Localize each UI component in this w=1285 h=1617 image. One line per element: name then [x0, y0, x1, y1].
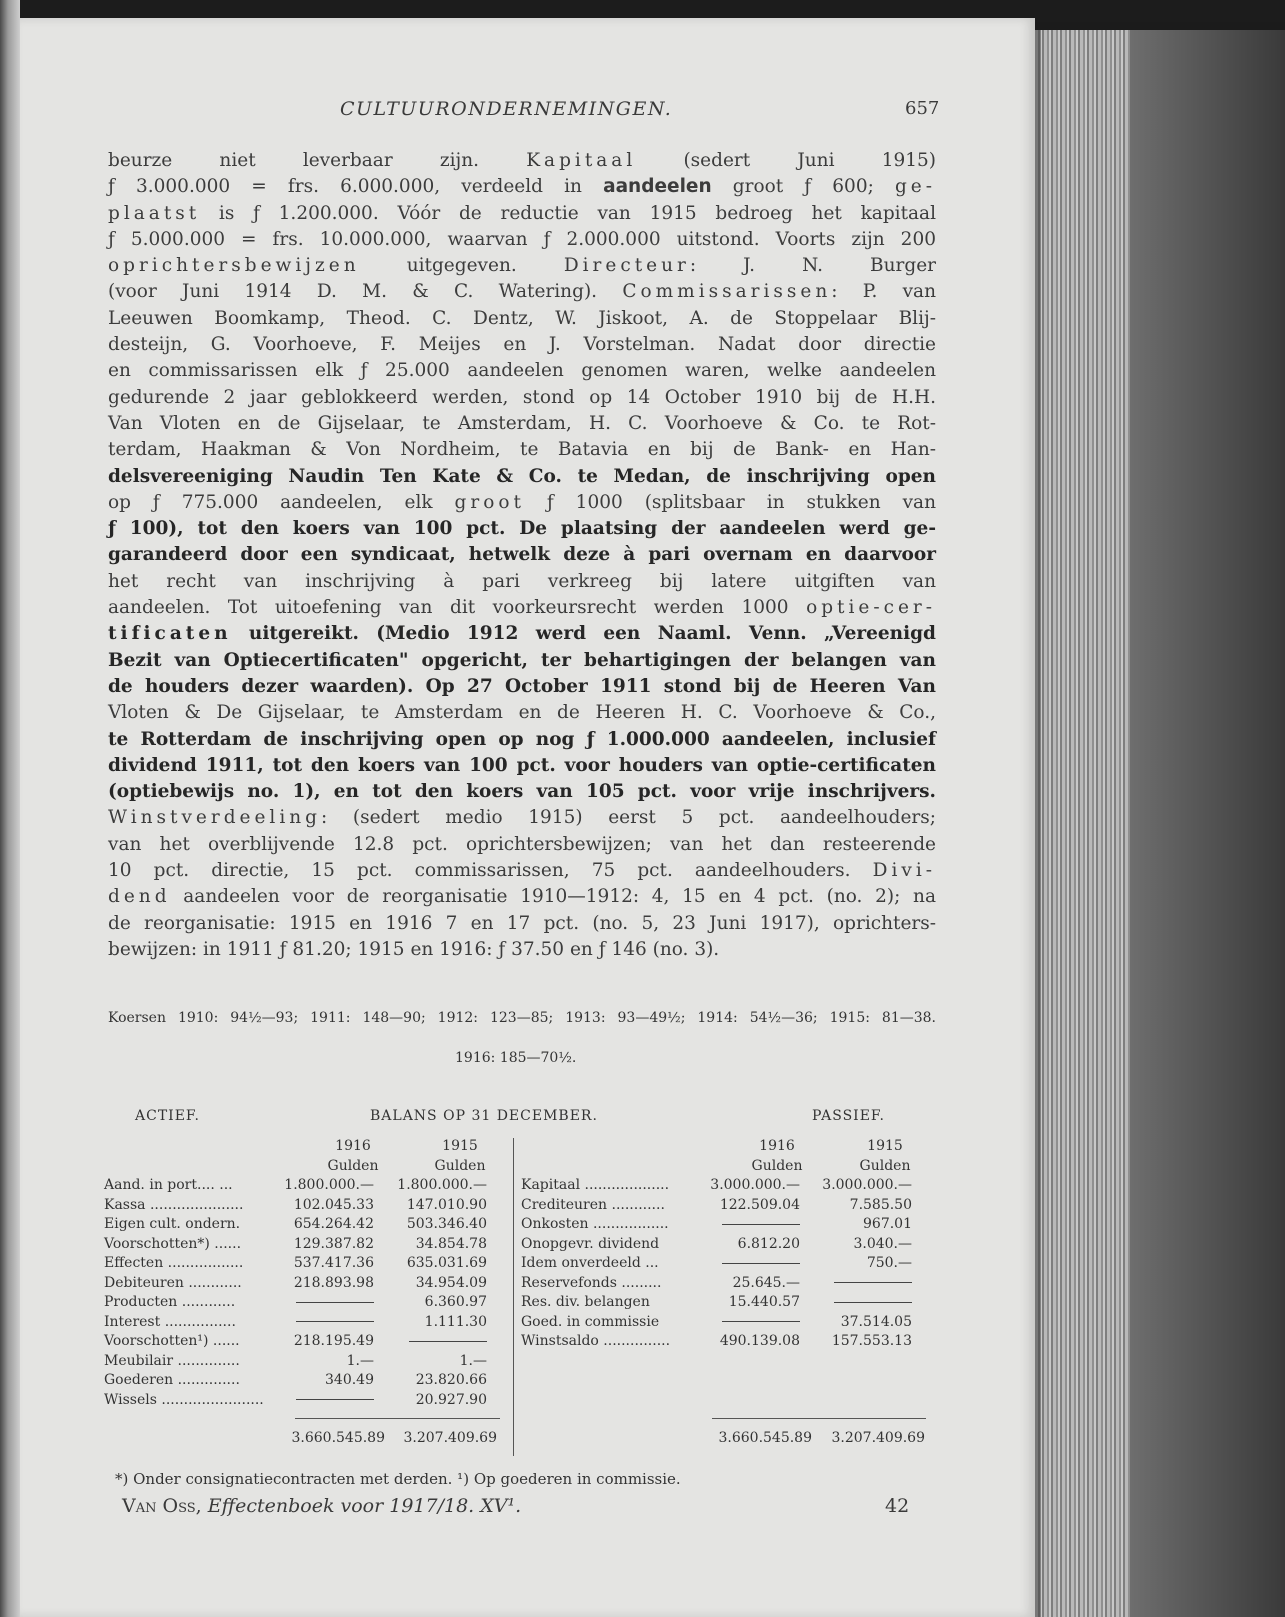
balans-value-1916: 1.— — [346, 1352, 374, 1369]
balans-empty-dash — [817, 1294, 912, 1310]
text-segment: ƒ 5.000.000 = frs. 10.000.000, waarvan ƒ 2.000.000 uitstond. Voorts zijn 200 — [108, 228, 936, 250]
text-segment: ƒ 100), tot den koers van 100 pct. De plaatsing der aandeelen werd ge- — [108, 518, 936, 540]
dash-line — [296, 1302, 374, 1303]
text-segment: : J. N. Burger — [689, 255, 937, 277]
dash-line — [296, 1399, 374, 1400]
balans-empty-dash — [705, 1314, 800, 1330]
text-line — [108, 911, 936, 937]
text-segment: delsvereeniging Naudin Ten Kate & Co. te Medan, de inschrijving open — [108, 465, 936, 487]
balans-row — [521, 1275, 921, 1295]
balans-value-1916: 340.49 — [325, 1372, 374, 1388]
footnote: *) Onder consignatiecontracten met derden. ¹) Op goederen in commissie. — [115, 1470, 681, 1488]
text-line — [108, 201, 936, 227]
text-segment: plaatst — [108, 202, 201, 224]
text-segment: garandeerd door een syndicaat, hetwelk deze à pari overnam en daarvoor — [108, 544, 936, 566]
balans-row — [104, 1294, 504, 1314]
text-segment: aandeelen — [603, 176, 712, 198]
text-line — [108, 411, 936, 437]
balans-value-1916: 129.387.82 — [293, 1235, 374, 1252]
balans-value-1915: 3.040.— — [853, 1235, 912, 1252]
balans-value-1915: 23.820.66 — [415, 1372, 487, 1388]
balans-row — [521, 1177, 921, 1197]
balans-row-label: Debiteuren ............ — [104, 1274, 242, 1291]
text-segment: is ƒ 1.200.000. Vóór de reductie van 1915 bedroeg het kapitaal — [200, 202, 936, 224]
text-segment: desteijn, G. Voorhoeve, F. Meijes en J. Vorstelman. Nadat door directie — [108, 334, 936, 356]
text-line — [108, 884, 936, 910]
text-segment: : (sedert medio 1915) eerst 5 pct. aandeelhouders; — [321, 807, 936, 829]
balans-empty-dash — [279, 1294, 374, 1310]
text-segment: beurze niet leverbaar zijn. — [108, 150, 527, 171]
text-line — [108, 385, 936, 411]
text-line — [108, 516, 936, 542]
balans-row-label: Voorschotten*) ...... — [104, 1235, 242, 1252]
balans-title: BALANS OP 31 DECEMBER. — [370, 1108, 598, 1124]
balans-row-label: Res. div. belangen — [521, 1294, 650, 1310]
balans-row — [104, 1236, 504, 1256]
text-segment: tificaten — [108, 623, 232, 645]
text-line — [108, 779, 936, 805]
text-segment: ge- — [894, 176, 936, 198]
text-line — [108, 832, 936, 858]
text-line — [108, 700, 936, 726]
balans-empty-dash — [279, 1392, 374, 1408]
dash-line — [834, 1282, 912, 1283]
actief-unit-1915: Gulden — [434, 1158, 486, 1174]
dash-line — [722, 1321, 800, 1322]
actief-unit-1916: Gulden — [327, 1158, 379, 1174]
balans-value-1916: 25.645.— — [732, 1274, 800, 1291]
actief-table — [104, 1177, 504, 1411]
balans-value-1916: 1.800.000.— — [284, 1177, 374, 1193]
balans-value-1916: 6.812.20 — [737, 1235, 800, 1252]
balans-row — [104, 1216, 504, 1236]
balans-divider — [513, 1138, 514, 1456]
text-segment: groot — [454, 491, 525, 513]
balans-empty-dash — [392, 1333, 487, 1349]
balans-row — [104, 1197, 504, 1217]
text-segment: 10 pct. directie, 15 pct. commissarissen, 75 pct. aandeelhouders. — [108, 860, 873, 882]
text-segment: uitgereikt. (Medio 1912 werd een Naaml. Venn. „Vereenigd — [231, 623, 936, 645]
balans-value-1915: 503.346.40 — [406, 1216, 487, 1232]
balans-row-label: Onkosten ................. — [521, 1216, 669, 1232]
balans-empty-dash — [705, 1216, 800, 1232]
body-text — [108, 148, 936, 963]
text-segment: ƒ 3.000.000 = frs. 6.000.000, verdeeld in — [108, 176, 604, 198]
balans-row — [104, 1333, 504, 1353]
balans-value-1915: 157.553.13 — [831, 1333, 912, 1349]
text-segment: Van Vloten en de Gijselaar, te Amsterdam, H. C. Voorhoeve & Co. te Rot- — [108, 412, 936, 434]
balans-value-1915: 147.010.90 — [406, 1196, 487, 1213]
text-line — [108, 437, 936, 463]
text-segment: ƒ 1000 (splitsbaar in stukken van — [524, 491, 936, 513]
balans-value-1915: 3.000.000.— — [822, 1177, 912, 1193]
text-line — [108, 674, 936, 700]
passief-year-1915: 1915 — [867, 1138, 903, 1154]
text-line — [108, 569, 936, 595]
footer-sheet-number: 42 — [885, 1495, 910, 1517]
passief-unit-1915: Gulden — [859, 1158, 911, 1174]
text-segment: dividend 1911, tot den koers van 100 pct. voor houders van optie-certificaten — [108, 754, 936, 776]
balans-value-1915: 635.031.69 — [406, 1255, 487, 1271]
footer-imprint — [122, 1495, 521, 1517]
dash-line — [409, 1341, 487, 1342]
balans-row-label: Effecten ................. — [104, 1255, 244, 1271]
balans-value-1916: 218.893.98 — [293, 1274, 374, 1291]
text-line — [108, 648, 936, 674]
text-line — [108, 753, 936, 779]
text-line — [108, 621, 936, 647]
balans-value-1916: 218.195.49 — [293, 1333, 374, 1349]
text-segment: Leeuwen Boomkamp, Theod. C. Dentz, W. Jiskoot, A. de Stoppelaar Blij- — [108, 307, 936, 329]
text-segment: te Rotterdam de inschrijving open op nog ƒ 1.000.000 aandeelen, inclusief — [108, 728, 936, 750]
actief-year-1916: 1916 — [335, 1138, 371, 1154]
text-segment: aandeelen. Tot uitoefening van dit voorkeursrecht werden 1000 — [108, 597, 807, 619]
actief-total-1915: 3.207.409.69 — [403, 1430, 497, 1446]
actief-total-rule — [295, 1418, 500, 1419]
passief-total-rule — [712, 1418, 926, 1419]
balans-row-label: Producten ............ — [104, 1294, 236, 1310]
balans-value-1915: 34.854.78 — [415, 1235, 487, 1252]
text-segment: (voor Juni 1914 D. M. & C. Watering). — [108, 281, 623, 303]
text-segment: Winstverdeeling — [108, 807, 322, 829]
text-segment: (optiebewijs no. 1), en tot den koers van 105 pct. voor vrije inschrijvers. — [108, 781, 936, 803]
balans-row-label: Goederen .............. — [104, 1372, 240, 1388]
balans-row-label: Winstsaldo ............... — [521, 1333, 671, 1349]
balans-row — [104, 1353, 504, 1373]
text-line — [108, 253, 936, 279]
balans-value-1915: 1.— — [459, 1352, 487, 1369]
text-line — [108, 937, 936, 963]
text-segment: de houders dezer waarden). Op 27 October 1911 stond bij de Heeren Van — [108, 675, 936, 697]
running-title: CULTUURONDERNEMINGEN. — [340, 98, 673, 120]
balans-row — [104, 1392, 504, 1412]
balans-row-label: Kassa ..................... — [104, 1196, 244, 1213]
text-line — [108, 306, 936, 332]
balans-row — [521, 1236, 921, 1256]
text-segment: Divi- — [872, 860, 936, 882]
dash-line — [834, 1302, 912, 1303]
balans-row — [104, 1372, 504, 1392]
text-segment: uitgegeven. — [359, 255, 564, 277]
text-segment: Kapitaal — [526, 150, 637, 171]
page-stack-edge — [1035, 30, 1285, 1617]
balans-value-1915: 34.954.09 — [415, 1274, 487, 1291]
text-line — [108, 542, 936, 568]
footer-author: Van Oss, — [122, 1495, 202, 1517]
balans-row-label: Kapitaal ................... — [521, 1177, 670, 1193]
passief-unit-1916: Gulden — [751, 1158, 803, 1174]
actief-total-1916: 3.660.545.89 — [291, 1430, 385, 1446]
text-segment: Commissarissen — [622, 281, 832, 303]
balans-value-1915: 7.585.50 — [849, 1196, 912, 1213]
passief-table — [521, 1177, 921, 1353]
text-segment: aandeelen voor de reorganisatie 1910—1912: 4, 15 en 4 pct. (no. 2); na — [170, 886, 936, 908]
balans-value-1916: 102.045.33 — [293, 1196, 374, 1213]
balans-value-1916: 122.509.04 — [719, 1196, 800, 1213]
balans-row — [521, 1314, 921, 1334]
text-segment: groot ƒ 600; — [711, 176, 895, 198]
text-segment: op ƒ 775.000 aandeelen, elk — [108, 491, 455, 513]
balans-row-label: Onopgevr. dividend — [521, 1235, 660, 1252]
koersen-line: Koersen 1910: 94½—93; 1911: 148—90; 1912: 123—85; 1913: 93—49½; 1914: 54½—36; 1915: 81—38. — [108, 1010, 936, 1026]
balans-value-1916: 654.264.42 — [293, 1216, 374, 1232]
balans-row — [521, 1255, 921, 1275]
balans-row-label: Voorschotten¹) ...... — [104, 1333, 240, 1349]
text-segment: en commissarissen elk ƒ 25.000 aandeelen genomen waren, welke aandeelen — [108, 360, 936, 382]
dash-line — [722, 1263, 800, 1264]
dash-line — [296, 1321, 374, 1322]
balans-value-1916: 3.000.000.— — [710, 1177, 800, 1193]
text-segment: oprichtersbewijzen — [108, 255, 360, 277]
page-number: 657 — [905, 98, 940, 119]
balans-row-label: Wissels ....................... — [104, 1391, 264, 1408]
balans-empty-dash — [817, 1275, 912, 1291]
balans-value-1916: 537.417.36 — [293, 1255, 374, 1271]
balans-value-1915: 6.360.97 — [424, 1294, 487, 1310]
text-segment: het recht van inschrijving à pari verkreeg bij latere uitgiften van — [108, 570, 936, 592]
footer-book: Effectenboek voor 1917/18. — [207, 1495, 475, 1517]
text-line — [108, 805, 936, 831]
balans-empty-dash — [705, 1255, 800, 1271]
text-segment: bewijzen: in 1911 ƒ 81.20; 1915 en 1916: ƒ 37.50 en ƒ 146 (no. 3). — [108, 938, 720, 960]
balans-row — [521, 1216, 921, 1236]
balans-row — [521, 1333, 921, 1353]
dash-line — [722, 1224, 800, 1225]
passief-total-1916: 3.660.545.89 — [718, 1430, 812, 1446]
balans-row-label: Eigen cult. ondern. — [104, 1216, 241, 1232]
actief-year-1915: 1915 — [442, 1138, 478, 1154]
left-page-edge — [0, 0, 20, 1617]
balans-value-1915: 1.111.30 — [424, 1313, 487, 1330]
balans-value-1915: 750.— — [866, 1255, 912, 1271]
actief-label: ACTIEF. — [135, 1108, 200, 1124]
balans-row-label: Aand. in port.... ... — [104, 1177, 233, 1193]
balans-row-label: Interest ................ — [104, 1313, 236, 1330]
text-line — [108, 358, 936, 384]
balans-row — [104, 1177, 504, 1197]
balans-value-1915: 1.800.000.— — [397, 1177, 487, 1193]
text-segment: Directeur — [563, 255, 690, 277]
text-line — [108, 727, 936, 753]
footer-volume: XV¹. — [480, 1495, 522, 1517]
text-segment: Vloten & De Gijselaar, te Amsterdam en de Heeren H. C. Voorhoeve & Co., — [108, 702, 936, 724]
balans-value-1915: 37.514.05 — [840, 1313, 912, 1330]
text-line — [108, 148, 936, 174]
text-line — [108, 464, 936, 490]
text-segment: gedurende 2 jaar geblokkeerd werden, stond op 14 October 1910 bij de H.H. — [108, 386, 936, 408]
text-segment: optie-cer- — [806, 597, 936, 619]
text-line — [108, 227, 936, 253]
balans-value-1916: 15.440.57 — [728, 1294, 800, 1310]
text-segment: van het overblijvende 12.8 pct. oprichtersbewijzen; van het dan resteerende — [108, 833, 936, 855]
text-line — [108, 490, 936, 516]
passief-year-1916: 1916 — [759, 1138, 795, 1154]
balans-row-label: Goed. in commissie — [521, 1313, 660, 1330]
text-segment: : P. van — [831, 281, 936, 303]
balans-row-label: Reservefonds ......... — [521, 1274, 662, 1291]
text-segment: Bezit van Optiecertificaten" opgericht, ter behartigingen der belangen van — [108, 649, 936, 671]
balans-row-label: Idem onverdeeld ... — [521, 1255, 659, 1271]
balans-empty-dash — [279, 1314, 374, 1330]
passief-label: PASSIEF. — [812, 1108, 885, 1124]
text-segment: dend — [108, 886, 171, 908]
balans-row — [104, 1314, 504, 1334]
balans-row — [521, 1294, 921, 1314]
text-line — [108, 858, 936, 884]
text-segment: terdam, Haakman & Von Nordheim, te Batavia en bij de Bank- en Han- — [108, 439, 936, 461]
balans-value-1916: 490.139.08 — [719, 1333, 800, 1349]
text-line — [108, 279, 936, 305]
balans-row-label: Crediteuren ............ — [521, 1196, 665, 1213]
text-line — [108, 595, 936, 621]
balans-row — [104, 1275, 504, 1295]
text-segment: (sedert Juni 1915) — [636, 150, 936, 171]
balans-row-label: Meubilair .............. — [104, 1352, 240, 1369]
text-segment: de reorganisatie: 1915 en 1916 7 en 17 pct. (no. 5, 23 Juni 1917), oprichters- — [108, 912, 936, 934]
balans-row — [521, 1197, 921, 1217]
balans-value-1915: 967.01 — [863, 1216, 912, 1232]
text-line — [108, 332, 936, 358]
balans-row — [104, 1255, 504, 1275]
koersen-line-2: 1916: 185—70½. — [455, 1050, 577, 1066]
passief-total-1915: 3.207.409.69 — [831, 1430, 925, 1446]
balans-value-1915: 20.927.90 — [415, 1391, 487, 1408]
text-line — [108, 174, 936, 200]
